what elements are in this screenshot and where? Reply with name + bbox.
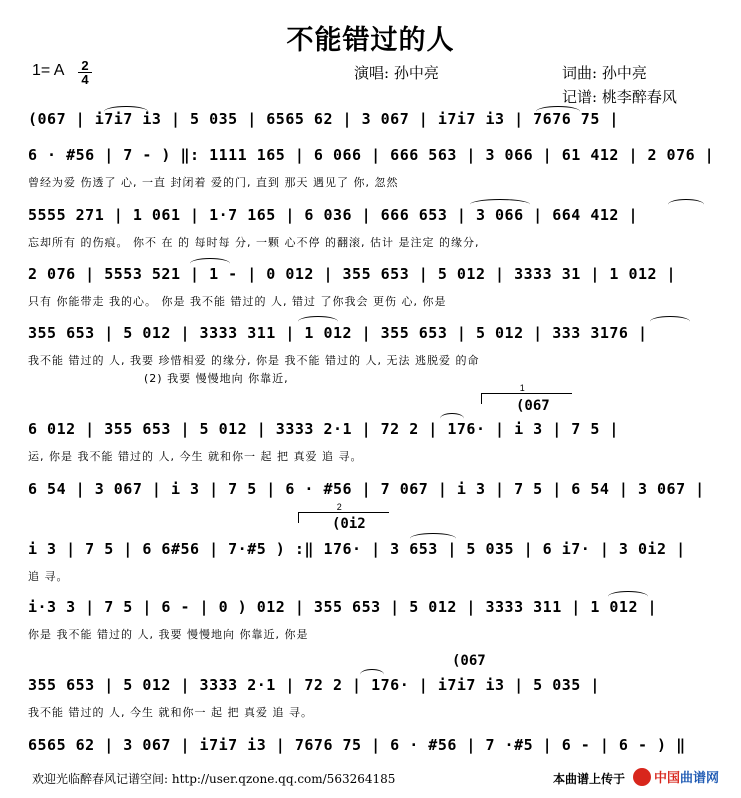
time-sig-top: 2 bbox=[81, 58, 89, 73]
key-signature: 1= A bbox=[32, 62, 65, 79]
lyric-line: 曾经为爱 伤透了 心, 一直 封闭着 爱的门, 直到 那天 遇见了 你, 忽然 bbox=[28, 176, 399, 189]
site-logo[interactable] bbox=[633, 766, 729, 788]
welcome-note: 欢迎光临醉春风记谱空间: http://user.qzone.qq.com/563264185 bbox=[32, 772, 396, 786]
notation-line: i·3 3 | 7 5 | 6 - | 0 ) 012 | 355 653 | 5 012 | 3333 311 | 1 012 | bbox=[28, 598, 658, 616]
pickup-notes: (0i2 bbox=[332, 516, 366, 532]
notation-line: 355 653 | 5 012 | 3333 311 | 1 012 | 355 653 | 5 012 | 333 3176 | bbox=[28, 324, 648, 342]
notation-line: 6 · #56 | 7 - ) ‖: 1111 165 | 6 066 | 666 563 | 3 066 | 61 412 | 2 076 | bbox=[28, 146, 714, 164]
lyric-line: 你是 我不能 错过的 人, 我要 慢慢地向 你靠近, 你是 bbox=[28, 628, 309, 641]
volta-number: 1 bbox=[519, 383, 525, 393]
composer-credit: 词曲: 孙中亮 bbox=[562, 64, 647, 82]
singer-credit: 演唱: 孙中亮 bbox=[354, 64, 439, 82]
notation-line: 2 076 | 5553 521 | 1 - | 0 012 | 355 653 | 5 012 | 3333 31 | 1 012 | bbox=[28, 265, 677, 283]
time-sig-bottom: 4 bbox=[81, 72, 89, 87]
time-signature bbox=[78, 60, 92, 85]
lyric-line: 追 寻。 bbox=[28, 570, 69, 583]
notation-line: i 3 | 7 5 | 6 6#56 | 7·#5 ) :‖ 176· | 3 653 | 5 035 | 6 i7· | 3 0i2 | bbox=[28, 540, 686, 558]
lyric-line: 只有 你能带走 我的心。 你是 我不能 错过的 人, 错过 了你我会 更伤 心, 你是 bbox=[28, 295, 447, 308]
pickup-notes: (067 bbox=[516, 398, 550, 414]
lyric-line: 忘却所有 的伤痕。 你不 在 的 每时每 分, 一颗 心不停 的翻滚, 估计 是注定 的缘分, bbox=[28, 236, 480, 249]
song-title: 不能错过的人 bbox=[286, 25, 455, 56]
transcriber-credit: 记谱: 桃李醉春风 bbox=[562, 88, 677, 106]
notation-line: 5555 271 | 1 061 | 1·7 165 | 6 036 | 666 653 | 3 066 | 664 412 | bbox=[28, 206, 638, 224]
lyric-line: 我不能 错过的 人, 我要 珍惜相爱 的缘分, 你是 我不能 错过的 人, 无法 逃脱爱 的命 bbox=[28, 354, 480, 367]
pickup-notes: (067 bbox=[452, 653, 486, 669]
logo-text: 中国曲谱网 bbox=[654, 771, 720, 786]
lyric-line-verse-2: (2) 我要 慢慢地向 你靠近, bbox=[144, 372, 289, 385]
lyric-line: 运, 你是 我不能 错过的 人, 今生 就和你一 起 把 真爱 追 寻。 bbox=[28, 450, 363, 463]
volta-number: 2 bbox=[336, 502, 342, 512]
notation-line: 355 653 | 5 012 | 3333 2·1 | 72 2 | 176· | i7i7 i3 | 5 035 | bbox=[28, 676, 600, 694]
notation-line: (067 | i7i7 i3 | 5 035 | 6565 62 | 3 067 | i7i7 i3 | 7676 75 | bbox=[28, 110, 619, 128]
notation-line: 6565 62 | 3 067 | i7i7 i3 | 7676 75 | 6 · #56 | 7 ·#5 | 6 - | 6 - ) ‖ bbox=[28, 736, 686, 754]
upload-note: 本曲谱上传于 bbox=[553, 772, 626, 786]
lyric-line: 我不能 错过的 人, 今生 就和你一 起 把 真爱 追 寻。 bbox=[28, 706, 313, 719]
notation-line: 6 012 | 355 653 | 5 012 | 3333 2·1 | 72 2 | 176· | i 3 | 7 5 | bbox=[28, 420, 619, 438]
notation-line: 6 54 | 3 067 | i 3 | 7 5 | 6 · #56 | 7 067 | i 3 | 7 5 | 6 54 | 3 067 | bbox=[28, 480, 705, 498]
logo-mark-icon bbox=[633, 768, 651, 786]
